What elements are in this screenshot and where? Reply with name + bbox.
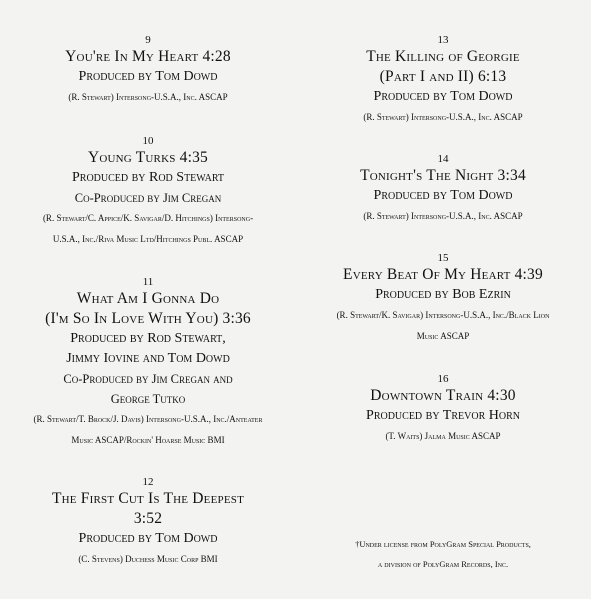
track-13 — [295, 34, 591, 128]
track-title: (Part I and II) 6:13 — [379, 68, 507, 85]
producer-credit: Produced by Tom Dowd — [373, 89, 513, 104]
track-title: (I'm So In Love With You) 3:36 — [45, 310, 251, 327]
publishing-credit: (R. Stewart) Intersong-U.S.A., Inc. ASCAP — [363, 112, 523, 122]
track-12 — [0, 476, 296, 570]
publishing-credit: (T. Waits) Jalma Music ASCAP — [385, 431, 501, 441]
producer-credit: Produced by Tom Dowd — [373, 188, 513, 203]
coproducer-credit: Co-Produced by Jim Cregan and — [63, 372, 233, 386]
publishing-credit: (R. Stewart) Intersong-U.S.A., Inc. ASCAP — [363, 211, 523, 221]
track-title: 3:52 — [133, 510, 163, 527]
producer-credit: Produced by Tom Dowd — [78, 531, 218, 546]
track-10 — [0, 135, 296, 250]
track-number: 9 — [145, 34, 151, 46]
producer-credit: Produced by Tom Dowd — [78, 69, 218, 84]
publishing-credit: (C. Stevens) Duchess Music Corp BMI — [78, 554, 218, 564]
coproducer-credit: Co-Produced by Jim Cregan — [74, 191, 222, 205]
track-number: 14 — [437, 153, 449, 165]
footnote-line: †Under license from PolyGram Special Products, — [355, 539, 531, 549]
publishing-credit: (R. Stewart/T. Brock/J. Davis) Intersong-U.S.A., Inc./Anteater — [33, 414, 263, 424]
track-number: 12 — [142, 476, 154, 488]
publishing-credit: Music ASCAP/Rockin' Hoarse Music BMI — [71, 435, 225, 445]
track-number: 13 — [437, 34, 449, 46]
publishing-credit: (R. Stewart/K. Savigar) Intersong-U.S.A., Inc./Black Lion — [336, 310, 550, 320]
track-14 — [295, 153, 591, 227]
track-16 — [295, 373, 591, 447]
producer-credit: Produced by Trevor Horn — [366, 408, 520, 423]
producer-credit: Jimmy Iovine and Tom Dowd — [66, 351, 230, 366]
track-number: 16 — [437, 373, 449, 385]
track-title: Downtown Train 4:30 — [370, 387, 516, 404]
coproducer-credit: George Tutko — [110, 392, 186, 406]
publishing-credit: Music ASCAP — [416, 331, 470, 341]
publishing-credit: (R. Stewart) Intersong-U.S.A., Inc. ASCAP — [68, 92, 228, 102]
track-title: What Am I Gonna Do — [76, 290, 220, 307]
track-number: 15 — [437, 252, 449, 264]
track-11 — [0, 276, 296, 451]
footnote-line: a division of PolyGram Records, Inc. — [377, 559, 509, 569]
publishing-credit: U.S.A., Inc./Riva Music Ltd/Hitchings Publ. ASCAP — [52, 234, 244, 244]
track-title: You're In My Heart 4:28 — [65, 48, 231, 65]
track-15 — [295, 252, 591, 347]
track-title: The Killing of Georgie — [366, 48, 520, 65]
track-title: Young Turks 4:35 — [87, 149, 208, 166]
producer-credit: Produced by Rod Stewart — [71, 170, 225, 185]
producer-credit: Produced by Bob Ezrin — [375, 287, 511, 302]
producer-credit: Produced by Rod Stewart, — [70, 331, 226, 346]
track-title: Every Beat Of My Heart 4:39 — [343, 266, 543, 283]
track-number: 10 — [142, 135, 154, 147]
footnote — [295, 534, 591, 574]
publishing-credit: (R. Stewart/C. Appice/K. Savigar/D. Hitchings) Intersong- — [42, 213, 254, 223]
track-number: 11 — [142, 276, 154, 288]
track-9 — [0, 34, 296, 108]
track-title: The First Cut Is The Deepest — [51, 490, 244, 507]
track-title: Tonight's The Night 3:34 — [360, 167, 526, 184]
